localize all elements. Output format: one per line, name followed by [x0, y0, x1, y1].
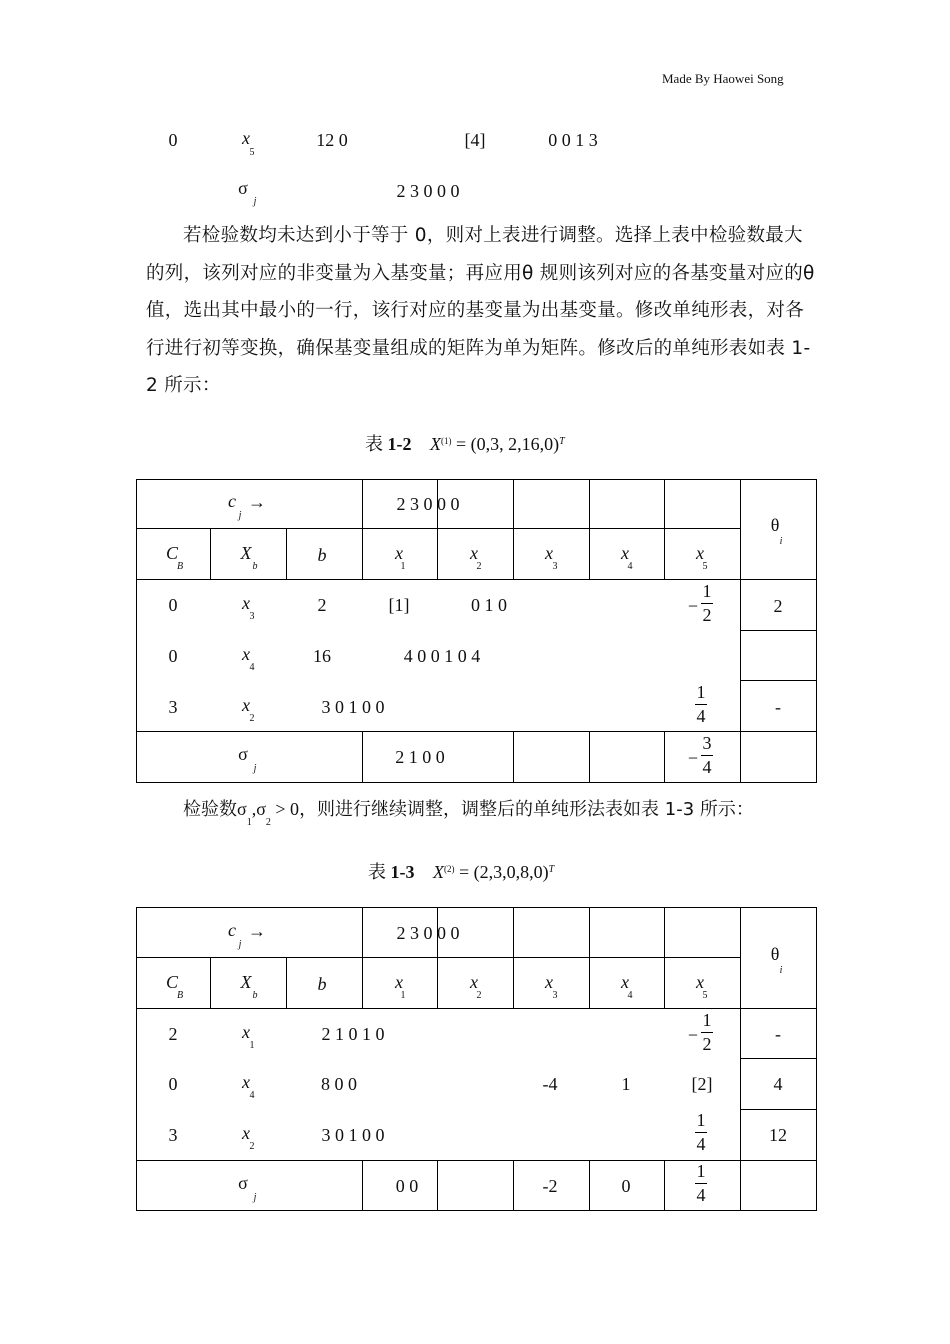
body-paragraph: 若检验数均未达到小于等于 0，则对上表进行调整。选择上表中检验数最大的列，该列对应的非变量为入基变量；再应用θ 规则该列对应的各基变量对应的θ 值，选出其中最小的一行，该行对应的基变量为出基变量。修改单纯形表，对各行进行初等变换，确保基变量组成的矩阵为单为矩阵。修改后的单纯形表如表 1-2 所示：: [146, 225, 815, 396]
t2-r3-var-sub: 2: [249, 713, 255, 724]
t2-theta-sub: i: [779, 536, 783, 547]
t2-r3-x5-fraction: 1 4: [696, 682, 706, 726]
t3-sigma-x4: 0: [621, 1176, 631, 1196]
t3-r3-theta: 12: [769, 1125, 787, 1145]
t2-r1-cb: 0: [168, 595, 178, 615]
t2-h-b: b: [317, 545, 327, 565]
t3-h-cb-sub: B: [176, 990, 184, 1001]
t3-theta-sub: i: [779, 965, 783, 976]
t3-h-x2: x: [470, 972, 478, 992]
t3-cj-arrow: →: [248, 921, 266, 941]
page-header-author: Made By Haowei Song: [662, 71, 784, 86]
t3-h-xb: X: [240, 972, 252, 992]
t3-h-x1: x: [395, 972, 403, 992]
t3-r2-var-sub: 4: [249, 1090, 255, 1101]
t2-h-x1-sub: 1: [400, 561, 406, 572]
t3-h-cb: C: [165, 972, 179, 992]
t3-h-x3: x: [545, 972, 553, 992]
t3-sigma-values: 0 0: [395, 1176, 419, 1196]
table-1-3-caption: 表 1-3 $X^{(2)} = (2,3,0,8,0)^T$: [368, 862, 555, 883]
t2-h-xb-sub: b: [252, 561, 258, 572]
t2-h-cb: C: [165, 543, 179, 563]
t2-cj-arrow: →: [248, 492, 266, 512]
t2-h-x3: x: [545, 543, 553, 563]
t2-sigma-sub: j: [253, 763, 257, 774]
t2-h-x3-sub: 3: [552, 561, 558, 572]
top-sigma-values: 2 3 0 0 0: [396, 181, 460, 201]
t3-r1-x5-sign: −: [687, 1025, 699, 1045]
t3-sigma-sub: j: [253, 1192, 257, 1203]
t2-r3-theta: -: [775, 697, 781, 717]
t3-r2-theta: 4: [773, 1074, 783, 1094]
t3-r1-var-sub: 1: [249, 1040, 255, 1051]
t2-h-x1: x: [395, 543, 403, 563]
t2-cj-label: c: [228, 491, 236, 511]
t3-r2-b: 8 0 0: [321, 1074, 357, 1094]
t2-r1-x5-fraction: 1 2: [702, 581, 712, 625]
between-text: 检验数$\sigma_1,\sigma_2 > 0$，则进行继续调整，调整后的单纯形法表如表 1-3 所示：: [183, 799, 754, 828]
t3-cj-values: 2 3 0 0 0: [396, 923, 460, 943]
t2-h-cb-sub: B: [176, 561, 184, 572]
t3-r3-var-sub: 2: [249, 1141, 255, 1152]
top-row-b: 12 0: [316, 130, 348, 150]
top-row-rest: 0 0 1 3: [548, 130, 598, 150]
t3-h-x4: x: [621, 972, 629, 992]
t3-cj-sub: j: [238, 939, 242, 950]
t3-r1-var: x: [242, 1022, 250, 1042]
t2-cj-sub: j: [238, 510, 242, 521]
t3-r1-x5-fraction: 1 2: [702, 1010, 712, 1054]
t3-h-x5: x: [696, 972, 704, 992]
t3-h-x2-sub: 2: [476, 990, 482, 1001]
t2-r2-var: x: [242, 644, 250, 664]
t3-cj-label: c: [228, 920, 236, 940]
top-row-var-sub: 5: [249, 147, 255, 158]
t3-sigma: σ: [238, 1173, 248, 1193]
t3-r2-x5: [2]: [691, 1074, 713, 1094]
t3-r3-cb: 3: [168, 1125, 178, 1145]
t2-r2-cb: 0: [168, 646, 178, 666]
t3-r3-var: x: [242, 1123, 250, 1143]
t3-r2-cb: 0: [168, 1074, 178, 1094]
top-row-var: x: [242, 128, 250, 148]
t2-r2-var-sub: 4: [249, 662, 255, 673]
t3-sigma-x3: -2: [542, 1176, 558, 1196]
t2-r2-b: 16: [313, 646, 331, 666]
t2-sigma: σ: [238, 744, 248, 764]
t2-h-x5-sub: 5: [702, 561, 708, 572]
t2-theta: θ: [770, 515, 780, 535]
top-row-pivot: [4]: [464, 130, 486, 150]
top-row-cb: 0: [168, 130, 178, 150]
t2-h-x4-sub: 4: [627, 561, 633, 572]
t3-r2-x3: -4: [542, 1074, 558, 1094]
t3-r1-theta: -: [775, 1024, 781, 1044]
t3-r2-x4: 1: [621, 1074, 631, 1094]
t2-r1-theta: 2: [773, 596, 783, 616]
t3-r1-b: 2 1 0 1 0: [321, 1024, 385, 1044]
t2-r1-c2: 0 1 0: [471, 595, 507, 615]
t2-r1-c1: [1]: [388, 595, 410, 615]
t3-h-b: b: [317, 974, 327, 994]
t2-cj-values: 2 3 0 0 0: [396, 494, 460, 514]
t2-sigma-x5-fraction: 3 4: [702, 733, 712, 777]
top-sigma-symbol: σ: [238, 178, 248, 198]
t3-h-x3-sub: 3: [552, 990, 558, 1001]
t3-r3-x5-fraction: 1 4: [696, 1110, 706, 1154]
t3-h-x1-sub: 1: [400, 990, 406, 1001]
t2-sigma-values: 2 1 0 0: [395, 747, 445, 767]
t2-h-x2: x: [470, 543, 478, 563]
t3-r2-var: x: [242, 1072, 250, 1092]
table-1-2-caption: 表 1-2 $X^{(1)} = (0,3$, 2,16,0)$^T$: [365, 434, 565, 455]
t2-sigma-x5-sign: −: [687, 748, 699, 768]
t3-sigma-x5-fraction: 1 4: [696, 1161, 706, 1205]
t3-h-xb-sub: b: [252, 990, 258, 1001]
top-sigma-sub: j: [253, 196, 257, 207]
t2-r1-x5-sign: −: [687, 596, 699, 616]
t2-h-x2-sub: 2: [476, 561, 482, 572]
t2-h-x5: x: [696, 543, 704, 563]
t2-r3-var: x: [242, 695, 250, 715]
t3-theta: θ: [770, 944, 780, 964]
t3-h-x4-sub: 4: [627, 990, 633, 1001]
t2-r1-var-sub: 3: [249, 611, 255, 622]
t2-r3-cb: 3: [168, 697, 178, 717]
t3-h-x5-sub: 5: [702, 990, 708, 1001]
t2-r1-var: x: [242, 593, 250, 613]
t2-h-xb: X: [240, 543, 252, 563]
t2-r1-b: 2: [317, 595, 327, 615]
t2-h-x4: x: [621, 543, 629, 563]
t3-r1-cb: 2: [168, 1024, 178, 1044]
t2-r3-b: 3 0 1 0 0: [321, 697, 385, 717]
t2-r2-c1: 4 0 0 1 0 4: [403, 646, 481, 666]
t3-r3-b: 3 0 1 0 0: [321, 1125, 385, 1145]
